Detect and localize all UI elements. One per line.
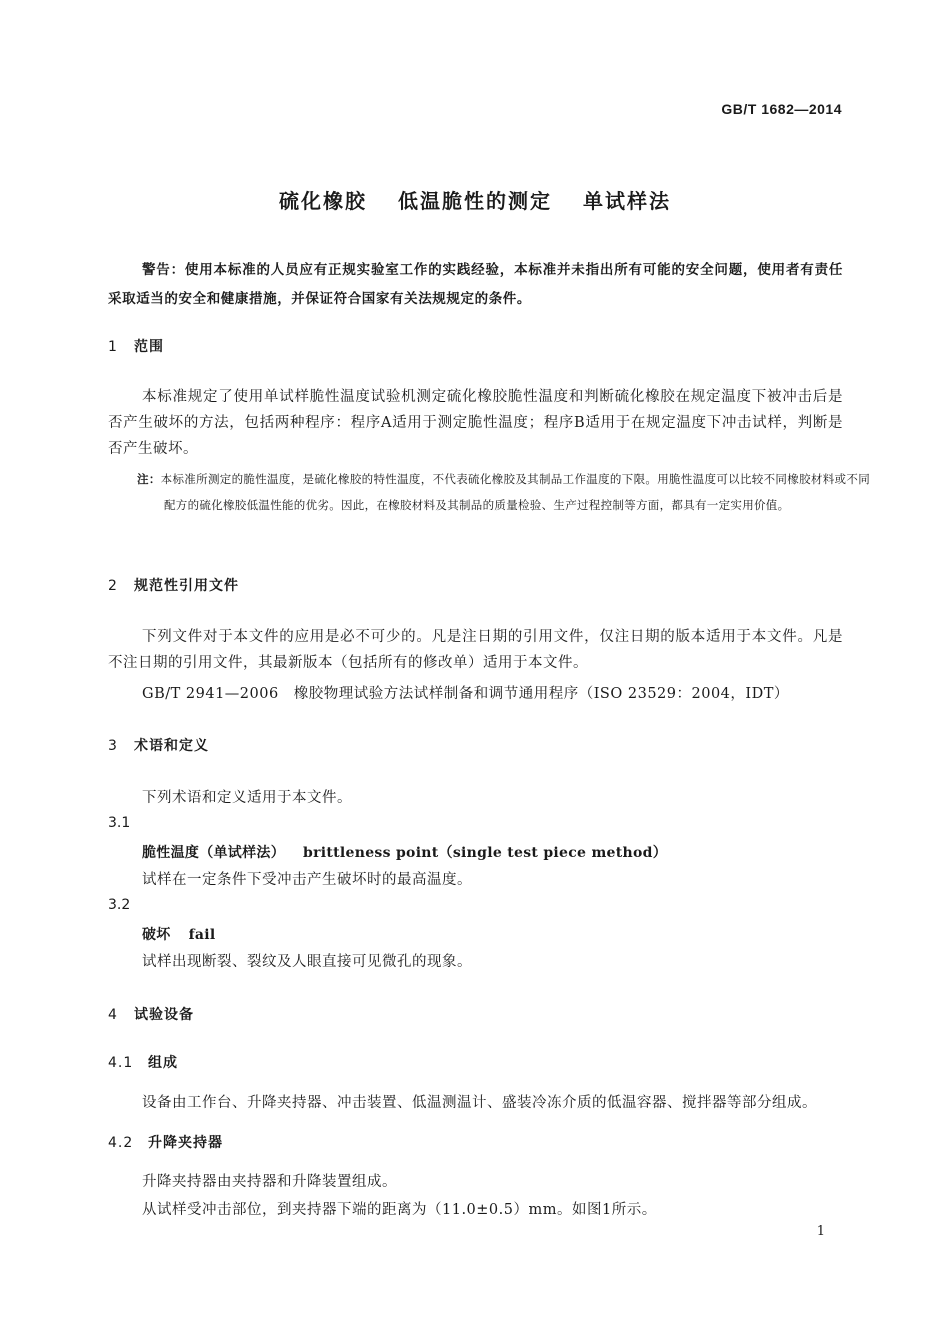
document-title: 硫化橡胶 低温脆性的测定 单试样法 bbox=[279, 189, 671, 213]
term-entry bbox=[142, 924, 216, 944]
term-english: brittleness point（single test piece method） bbox=[303, 845, 668, 861]
subsection-title: 组成 bbox=[148, 1055, 178, 1071]
subsection-number: 4.2 bbox=[108, 1135, 134, 1151]
section-number: 2 bbox=[108, 578, 118, 594]
clause-number: 3.1 bbox=[108, 815, 131, 831]
standard-code: GB/T 1682—2014 bbox=[721, 101, 842, 117]
section-number: 1 bbox=[108, 339, 118, 355]
section-heading-scope bbox=[108, 336, 164, 356]
composition-paragraph: 设备由工作台、升降夹持器、冲击装置、低温测温计、盛装冷冻介质的低温容器、搅拌器等部分组成。 bbox=[142, 1095, 817, 1111]
term-english: fail bbox=[188, 927, 216, 943]
clause-number: 3.2 bbox=[108, 897, 131, 913]
scope-paragraph: 本标准规定了使用单试样脆性温度试验机测定硫化橡胶脆性温度和判断硫化橡胶在规定温度下被冲击后是否产生破坏的方法，包括两种程序：程序A适用于测定脆性温度；程序B适用于在规定温度下冲击试样，判断是否产生破坏。 bbox=[108, 389, 843, 457]
section-title: 术语和定义 bbox=[134, 738, 209, 754]
section-title: 规范性引用文件 bbox=[134, 578, 239, 594]
section-title: 范围 bbox=[134, 339, 164, 355]
references-paragraph: 下列文件对于本文件的应用是必不可少的。凡是注日期的引用文件，仅注日期的版本适用于本文件。凡是不注日期的引用文件，其最新版本（包括所有的修改单）适用于本文件。 bbox=[108, 629, 843, 671]
section-number: 3 bbox=[108, 738, 118, 754]
subsection-title: 升降夹持器 bbox=[148, 1135, 223, 1151]
scope-note bbox=[137, 466, 870, 518]
section-heading-apparatus bbox=[108, 1004, 194, 1024]
safety-warning: 警告：使用本标准的人员应有正规实验室工作的实践经验，本标准并未指出所有可能的安全问题，使用者有责任采取适当的安全和健康措施，并保证符合国家有关法规规定的条件。 bbox=[108, 262, 843, 307]
term-chinese: 脆性温度（单试样法） bbox=[142, 845, 285, 861]
terms-intro: 下列术语和定义适用于本文件。 bbox=[142, 790, 352, 806]
subsection-heading-composition bbox=[108, 1052, 178, 1072]
section-heading-terms bbox=[108, 735, 209, 755]
term-chinese: 破坏 bbox=[142, 927, 171, 943]
term-definition: 试样出现断裂、裂纹及人眼直接可见微孔的现象。 bbox=[142, 954, 472, 970]
term-definition: 试样在一定条件下受冲击产生破坏时的最高温度。 bbox=[142, 872, 472, 888]
page-number: 1 bbox=[816, 1224, 825, 1239]
reference-item: GB/T 2941—2006 橡胶物理试验方法试样制备和调节通用程序（ISO 23529：2004，IDT） bbox=[142, 686, 789, 702]
holder-paragraph-1: 升降夹持器由夹持器和升降装置组成。 bbox=[142, 1174, 397, 1190]
subsection-heading-holder bbox=[108, 1132, 223, 1152]
holder-paragraph-2: 从试样受冲击部位，到夹持器下端的距离为（11.0±0.5）mm。如图1所示。 bbox=[142, 1202, 657, 1218]
section-title: 试验设备 bbox=[134, 1007, 194, 1023]
section-number: 4 bbox=[108, 1007, 118, 1023]
term-entry bbox=[142, 842, 667, 862]
note-text: 本标准所测定的脆性温度，是硫化橡胶的特性温度，不代表硫化橡胶及其制品工作温度的下限。用脆性温度可以比较不同橡胶材料或不同配方的硫化橡胶低温性能的优劣。因此，在橡胶材料及其制品的质量检验、生产过程控制等方面，都具有一定实用价值。 bbox=[160, 472, 870, 512]
subsection-number: 4.1 bbox=[108, 1055, 134, 1071]
note-label: 注： bbox=[137, 472, 161, 486]
section-heading-references bbox=[108, 575, 239, 595]
